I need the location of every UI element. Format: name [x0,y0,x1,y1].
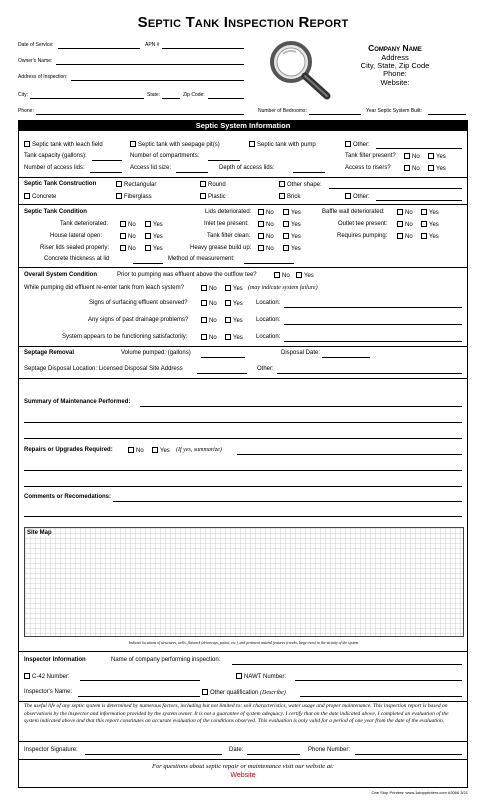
house-lateral-yes[interactable]: Yes [145,233,163,240]
phone-label: Phone: [18,108,34,114]
prior-pumping-label: Prior to pumping was effluent above the outflow tee? [117,272,257,278]
divider [18,177,468,178]
inlet-tee-no[interactable]: No [258,221,274,228]
access-lids-label: Number of access lids: [24,165,85,171]
round-option[interactable]: Round [200,181,226,188]
surfacing-no[interactable]: No [201,300,217,307]
lids-det-yes[interactable]: Yes [283,209,301,216]
risers-no[interactable]: No [404,165,420,172]
septage-other-label: Other: [257,366,274,372]
state-label: State: [147,92,161,98]
outlet-tee-yes[interactable]: Yes [421,221,439,228]
other-type-option[interactable]: Other: [345,141,370,148]
repairs-no[interactable]: No [128,447,144,454]
reenter-yes[interactable]: Yes [225,285,243,292]
date-of-service-label: Date of Service: [18,42,54,48]
filter-clean-no[interactable]: No [258,233,274,240]
maintenance-line[interactable] [24,422,462,423]
may-indicate-note: (may indicate system failure) [248,285,318,291]
septage-heading: Septage Removal [24,350,75,356]
drainage-label: Any signs of past drainage problems? [88,317,189,323]
c42-option[interactable]: C-42 Number: [24,673,70,680]
disclaimer: The useful life of any septic system is determined by numerous factors, including but not limited to: soil characteristics, water usage and proper maintenance. This inspection report is based on observations by the inspector and information provided by the system owner. It is not a guarantee of system adequacy. I certify that on the date indicated above, I completed an evaluation of the system indicated above and that this report constitutes an accurate evaluation of the conditions observed. This evaluation is only valid for a period of one year from the date of the evaluation. [24,703,449,725]
company-city-state-zip: City, State, Zip Code [360,61,430,70]
filter-clean-label: Tank filter clean: [207,233,251,239]
volume-label: Volume pumped: (gallons) [121,350,191,356]
page-title: Septic Tank Inspection Report [137,14,349,31]
tank-det-no[interactable]: No [120,221,136,228]
riser-lids-yes[interactable]: Yes [145,245,163,252]
requires-pumping-label: Requires pumping: [337,233,388,239]
tank-det-yes[interactable]: Yes [145,221,163,228]
year-built-field[interactable] [428,114,466,115]
outlet-tee-label: Outlet tee present: [338,221,388,227]
requires-pumping-yes[interactable]: Yes [421,233,439,240]
disposal-location-label: Septage Disposal Location: Licensed Disposal Site Address [24,366,183,372]
drainage-no[interactable]: No [201,317,217,324]
apn-field[interactable] [162,48,244,49]
baffle-label: Baffle wall deteriorated: [322,209,385,215]
access-lids-field[interactable] [90,172,122,173]
house-lateral-no[interactable]: No [120,233,136,240]
overall-heading: Overall System Condition [24,272,98,278]
leach-field-option[interactable]: Septic tank with leach field [24,141,103,148]
seepage-pit-option[interactable]: Septic tank with seepage pit(s) [130,141,220,148]
phone-field[interactable] [36,114,244,115]
depth-field[interactable] [293,172,325,173]
volume-field[interactable] [201,357,245,358]
inspector-company-label: Name of company performing inspection: [111,657,221,663]
drainage-location-label: Location: [256,317,281,323]
divider [18,759,468,760]
inlet-tee-label: Inlet tee present: [204,221,249,227]
other-shape-option[interactable]: Other shape: [279,181,322,188]
zip-field[interactable] [208,98,244,99]
site-map-caption: Indicate locations of structures, wells, flatwork (driveways, patios, etc.), and pertinent natural features (creeks, large trees) in the vicinity of the system. [128,641,360,645]
site-map-grid[interactable] [24,527,464,637]
c42-field[interactable] [80,680,200,681]
company-phone: Phone: [383,69,407,78]
compartments-label: Number of compartments: [130,153,200,159]
bedrooms-label: Number of Bedrooms: [258,108,307,114]
divider [18,267,468,268]
compartments-field[interactable] [208,160,240,161]
house-lateral-label: House lateral open: [50,233,103,239]
requires-pumping-no[interactable]: No [397,233,413,240]
lids-det-no[interactable]: No [258,209,274,216]
functioning-yes[interactable]: Yes [225,334,243,341]
reenter-no[interactable]: No [201,285,217,292]
maintenance-label: Summary of Maintenance Performed: [24,399,131,405]
section-title: Septic System Information [195,121,291,130]
drainage-yes[interactable]: Yes [225,317,243,324]
inlet-tee-yes[interactable]: Yes [283,221,301,228]
grease-no[interactable]: No [258,245,274,252]
other-shape-field[interactable] [329,188,462,189]
surfacing-label: Signs of surfacing effluent observed? [89,300,188,306]
repairs-yes[interactable]: Yes [152,447,170,454]
functioning-no[interactable]: No [201,334,217,341]
date-of-service-field[interactable] [58,48,140,49]
inspector-name-field[interactable] [78,696,200,697]
maintenance-line[interactable] [140,406,462,407]
repairs-line[interactable] [24,470,462,471]
owners-name-field[interactable] [56,64,244,65]
construction-heading: Septic Tank Construction [24,181,97,187]
capacity-label: Tank capacity (gallons): [24,153,87,159]
city-label: City: [18,92,28,98]
risers-yes[interactable]: Yes [428,165,446,172]
other-material-option[interactable]: Other: [345,193,370,200]
repairs-label: Repairs or Upgrades Required: [24,447,113,453]
inspector-company-field[interactable] [232,664,462,665]
inspector-name-label: Inspector's Name: [24,689,73,695]
state-field[interactable] [162,98,180,99]
maintenance-line[interactable] [24,438,462,439]
reenter-label: While pumping did effluent re-enter tank from leach system? [24,285,184,291]
rectangular-option[interactable]: Rectangular [116,181,156,188]
drainage-location-field[interactable] [284,324,462,325]
septage-other-field[interactable] [277,373,462,374]
signature-phone-field[interactable] [355,754,462,755]
company-name: Company Name [368,43,422,53]
plastic-option[interactable]: Plastic [200,193,226,200]
address-field[interactable] [71,80,244,81]
signature-date-label: Date: [229,747,244,753]
owners-name-label: Owner's Name: [18,58,53,64]
risers-label: Access to risers? [345,165,391,171]
fiberglass-option[interactable]: Fiberglass [116,193,152,200]
city-field[interactable] [30,98,144,99]
riser-lids-no[interactable]: No [120,245,136,252]
company-address: Address [381,53,409,62]
disposal-location-field[interactable] [197,373,247,374]
other-material-field[interactable] [376,200,462,201]
year-built-label: Year Septic System Built: [366,108,422,114]
bedrooms-field[interactable] [309,114,361,115]
baffle-yes[interactable]: Yes [421,209,439,216]
describe-note: (Describe) [260,690,286,696]
capacity-field[interactable] [92,160,122,161]
lid-size-label: Access lid size: [130,165,172,171]
signature-label: Inspector Signature: [24,747,78,753]
nawt-field[interactable] [295,680,462,681]
divider [18,204,468,205]
functioning-location-label: Location: [256,334,281,340]
prior-pumping-yes[interactable]: Yes [296,272,314,279]
lids-det-label: Lids deteriorated: [205,209,252,215]
comments-line[interactable] [24,516,462,517]
condition-heading: Septic Tank Condition [24,209,87,215]
disposal-date-label: Disposal Date: [281,350,321,356]
grease-label: Heavy grease build up: [190,245,252,251]
company-website: Website: [380,78,410,87]
functioning-location-field[interactable] [284,341,462,342]
concrete-option[interactable]: Concrete [24,193,56,200]
grease-yes[interactable]: Yes [283,245,301,252]
magnifier-icon [265,38,337,104]
functioning-label: System appears to be functioning satisfactorily: [62,334,188,340]
apn-label: APN # [145,42,160,48]
method-field[interactable] [244,263,294,264]
comments-label: Comments or Recomedations: [24,494,112,500]
repairs-field[interactable] [237,454,462,455]
divider [18,741,468,742]
repairs-line[interactable] [24,486,462,487]
other-qual-option[interactable]: Other qualification (Describe) [202,689,286,696]
signature-date-field[interactable] [247,754,300,755]
depth-label: Depth of access lids: [219,165,275,171]
outlet-tee-no[interactable]: No [397,221,413,228]
surfacing-location-field[interactable] [284,307,462,308]
riser-lids-label: Riser lids sealed properly: [40,245,110,251]
inspector-heading: Inspector Information [24,657,86,663]
filter-present-label: Tank filter present? [345,153,396,159]
other-qual-field[interactable] [300,696,462,697]
filter-present-no[interactable]: No [404,153,420,160]
surfacing-yes[interactable]: Yes [225,300,243,307]
filter-clean-yes[interactable]: Yes [283,233,301,240]
divider [18,378,468,379]
questions-text: For questions about septic repair or maintenance visit our website at: [151,763,335,770]
concrete-thickness-label: Concrete thickness at lid [44,256,110,262]
filter-present-yes[interactable]: Yes [428,153,446,160]
signature-field[interactable] [85,754,222,755]
divider [18,651,468,652]
baffle-no[interactable]: No [397,209,413,216]
divider [18,346,468,347]
signature-phone-label: Phone Number: [308,747,351,753]
prior-pumping-no[interactable]: No [274,272,290,279]
divider [18,701,468,702]
comments-field[interactable] [113,501,462,502]
summarize-note: (If yes, summarize) [176,447,222,453]
pump-option[interactable]: Septic tank with pump [249,141,316,148]
disposal-date-field[interactable] [322,357,370,358]
website-link[interactable]: Website [230,772,256,779]
zip-label: Zip Code: [183,92,205,98]
surfacing-location-label: Location: [256,300,281,306]
brick-option[interactable]: Brick [279,193,300,200]
site-map-label: Site Map [27,530,52,536]
lid-size-field[interactable] [176,172,208,173]
nawt-option[interactable]: NAWT Number: [236,673,286,680]
printer-credit: One Stop Printers: www.1stopprinters.com #2066 3/21 [371,790,468,795]
concrete-thickness-field[interactable] [133,263,163,264]
tank-det-label: Tank deteriorated: [60,221,109,227]
address-label: Address of Inspection: [18,74,68,80]
method-label: Method of measurement: [168,256,235,262]
other-type-field[interactable] [376,148,462,149]
